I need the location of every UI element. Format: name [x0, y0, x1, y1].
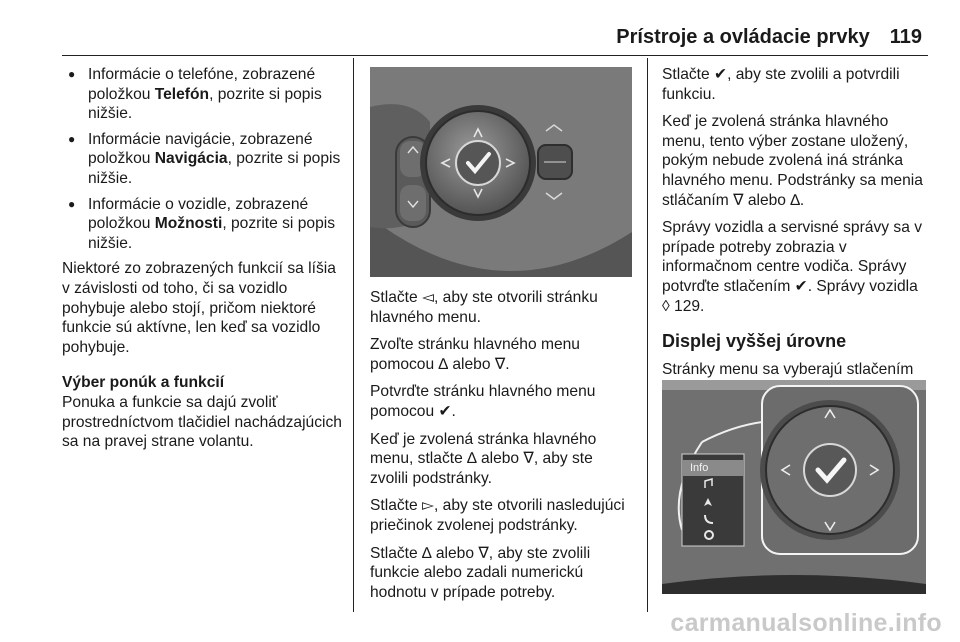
upper-display-illustration	[662, 380, 926, 594]
page-header	[0, 26, 922, 49]
column-divider-1	[353, 58, 354, 612]
subheading-menu-selection: Výber ponúk a funkcií	[62, 374, 225, 392]
column-1	[62, 65, 344, 460]
page-number: 119	[889, 26, 922, 48]
bullet-navigation: ● Informácie navigácie, zobrazené položkou Navigácia, pozrite si popis nižšie.	[62, 130, 344, 189]
info-bullet-list	[62, 65, 344, 253]
paragraph-select-functions: Stlačte ∆ alebo ∇, aby ste zvolili funkcie alebo zadali numerickú hodnotu v prípade potreby.	[370, 544, 591, 601]
column-2	[370, 288, 634, 610]
paragraph-vehicle-messages: Správy vozidla a servisné správy sa v prípade potreby zobrazia v informačnom centre vodiča. Správy potvrďte stlačením ✔. Správy vozidla ◊ 129.	[662, 219, 922, 315]
paragraph-confirm-main-menu: Potvrďte stránku hlavného menu pomocou ✔.	[370, 383, 596, 420]
steering-wheel-controls-figure	[370, 67, 632, 277]
bullet-options: ● Informácie o vozidle, zobrazené položkou Možnosti, pozrite si popis nižšie.	[62, 195, 344, 254]
bullet-phone: ● Informácie o telefóne, zobrazené položkou Telefón, pozrite si popis nižšie.	[62, 65, 344, 124]
column-divider-2	[647, 58, 648, 612]
paragraph-select-main-menu: Zvoľte stránku hlavného menu pomocou ∆ alebo ∇.	[370, 336, 580, 373]
paragraph-functions-vary: Niektoré zo zobrazených funkcií sa líšia v závislosti od toho, či sa vozidlo pohybuje alebo stojí, pričom niektoré funkcie sú aktívne, len keď sa vozidlo pohybuje.	[62, 260, 336, 356]
upper-display-figure	[662, 380, 926, 594]
watermark: carmanualsonline.info	[670, 609, 942, 637]
header-rule	[62, 55, 928, 56]
paragraph-menu-selection: Ponuka a funkcie sa dajú zvoliť prostredníctvom tlačidiel nachádzajúcich sa na pravej strane volantu.	[62, 393, 342, 451]
info-menu-label: Info	[690, 462, 709, 474]
paragraph-confirm-function: Stlačte ✔, aby ste zvolili a potvrdili funkciu.	[662, 66, 900, 103]
paragraph-open-main-menu: Stlačte ◅, aby ste otvorili stránku hlavného menu.	[370, 289, 598, 326]
paragraph-menu-pages: Stránky menu sa vyberajú stlačením	[662, 360, 914, 378]
column-3	[662, 65, 928, 407]
paragraph-selection-stored: Keď je zvolená stránka hlavného menu, tento výber zostane uložený, pokým nebude zvolená iná stránka hlavného menu. Podstránky sa menia stláčaním ∇ alebo ∆.	[662, 113, 923, 209]
paragraph-open-next-folder: Stlačte ▻, aby ste otvorili nasledujúci priečinok zvolenej podstránky.	[370, 497, 625, 534]
section-title-upper-display: Displej vyššej úrovne	[662, 331, 847, 352]
paragraph-select-subpages: Keď je zvolená stránka hlavného menu, stlačte ∆ alebo ∇, aby ste zvolili podstránky.	[370, 430, 597, 487]
header-title: Prístroje a ovládacie prvky	[616, 26, 870, 48]
